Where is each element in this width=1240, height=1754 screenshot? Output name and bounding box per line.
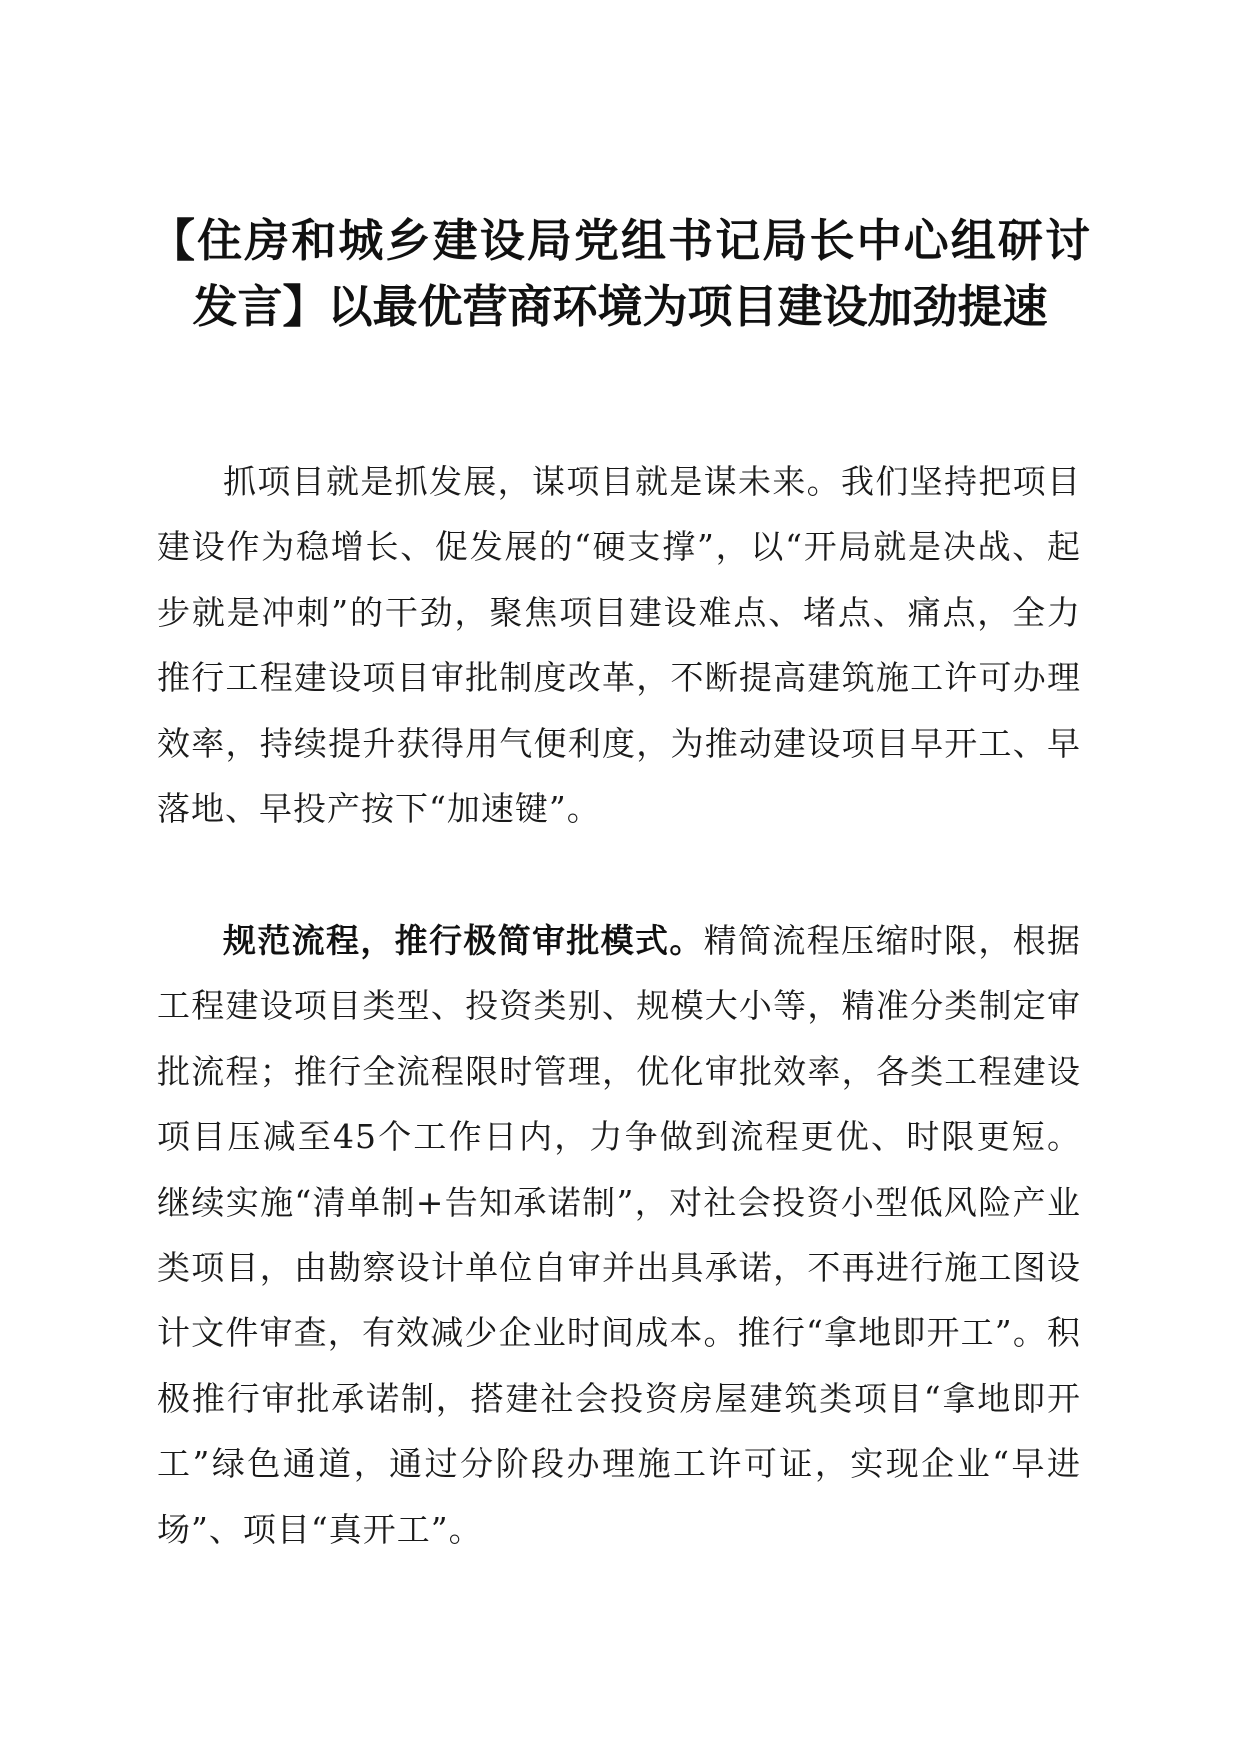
- paragraph-intro-text: 抓项目就是抓发展，谋项目就是谋未来。我们坚持把项目建设作为稳增长、促发展的“硬支撑”，以“开局就是决战、起步就是冲刺”的干劲，聚焦项目建设难点、堵点、痛点，全力推行工程建设项目审批制度改革，不断提高建筑施工许可办理效率，持续提升获得用气便利度，为推动建设项目早开工、早落地、早投产按下“加速键”。: [157, 462, 1081, 829]
- document-title: 【住房和城乡建设局党组书记局长中心组研讨发言】以最优营商环境为项目建设加劲提速: [150, 214, 1090, 333]
- paragraph-process-heading: 规范流程，推行极简审批模式。: [223, 921, 704, 960]
- paragraph-process: [157, 908, 1081, 1562]
- paragraph-intro: [157, 449, 1081, 841]
- paragraph-process-text: 精简流程压缩时限，根据工程建设项目类型、投资类别、规模大小等，精准分类制定审批流程；推行全流程限时管理，优化审批效率，各类工程建设项目压减至45个工作日内，力争做到流程更优、时限更短。继续实施“清单制+告知承诺制”，对社会投资小型低风险产业类项目，由勘察设计单位自审并出具承诺，不再进行施工图设计文件审查，有效减少企业时间成本。推行“拿地即开工”。积极推行审批承诺制，搭建社会投资房屋建筑类项目“拿地即开工”绿色通道，通过分阶段办理施工许可证，实现企业“早进场”、项目“真开工”。: [157, 921, 1082, 1549]
